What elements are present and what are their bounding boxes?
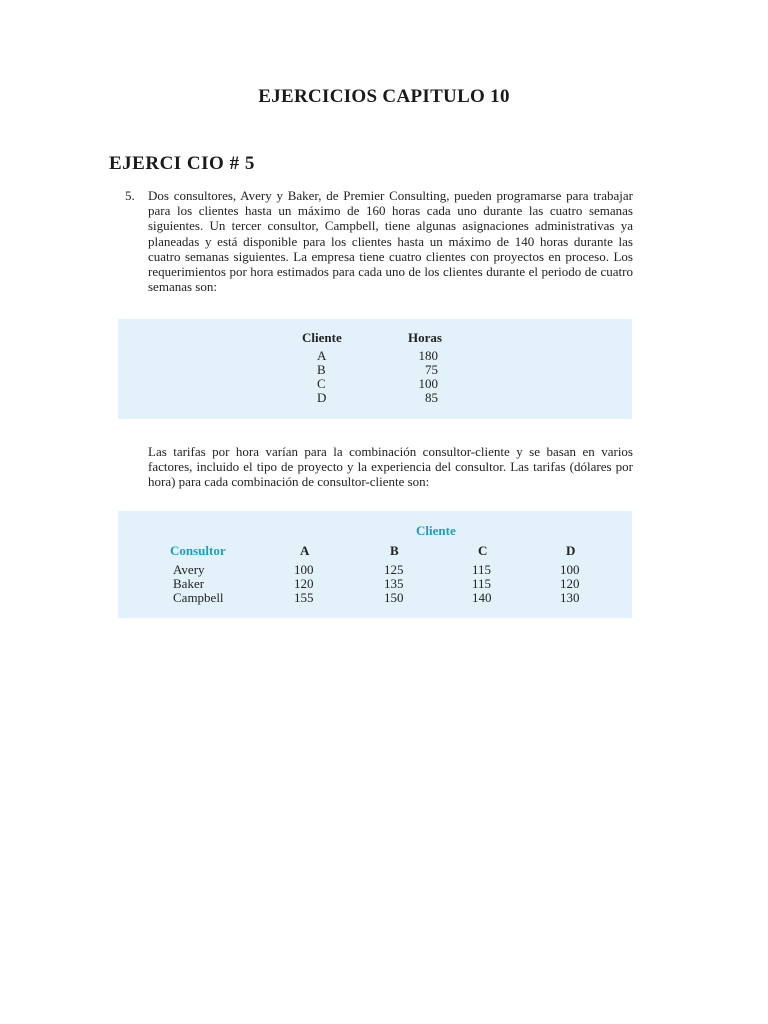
rate-cell: 130: [560, 590, 580, 605]
rate-cell: 100: [294, 562, 314, 577]
rates-group-header: Cliente: [416, 523, 456, 538]
section-heading: EJERCI CIO # 5: [109, 153, 255, 174]
hours-value-cell: 100: [418, 376, 438, 391]
rates-column-header: D: [566, 543, 576, 558]
hours-value-cell: 75: [425, 362, 438, 377]
rates-column-header: C: [478, 543, 488, 558]
problem-number: 5.: [125, 188, 135, 203]
consultor-name-cell: Baker: [173, 576, 205, 591]
rates-intro-paragraph: Las tarifas por hora varían para la combinación consultor-cliente y se basan en varios factores, incluido el tipo de proyecto y la experiencia del consultor. Las tarifas (dólares por hora) para cada combinación de consultor-cliente son:: [148, 444, 633, 490]
hours-client-cell: A: [317, 348, 327, 363]
hours-header-client: Cliente: [302, 330, 342, 345]
hours-value-cell: 85: [425, 390, 438, 405]
hours-header-hours: Horas: [408, 330, 442, 345]
rate-cell: 125: [384, 562, 404, 577]
hours-value-cell: 180: [418, 348, 438, 363]
rate-cell: 115: [472, 562, 492, 577]
hours-table-panel: [118, 319, 632, 419]
hours-client-cell: D: [317, 390, 327, 405]
rates-column-header: A: [300, 543, 310, 558]
rate-cell: 100: [560, 562, 580, 577]
hours-client-cell: C: [317, 376, 326, 391]
consultor-name-cell: Campbell: [173, 590, 224, 605]
rates-row-header: Consultor: [170, 543, 226, 558]
rate-cell: 155: [294, 590, 314, 605]
rates-table-panel: [118, 511, 632, 618]
problem-statement: [125, 188, 633, 294]
rate-cell: 140: [472, 590, 492, 605]
rate-cell: 150: [384, 590, 404, 605]
rate-cell: 115: [472, 576, 492, 591]
rates-column-header: B: [390, 543, 399, 558]
rate-cell: 120: [560, 576, 580, 591]
rate-cell: 135: [384, 576, 404, 591]
rate-cell: 120: [294, 576, 314, 591]
document-title: EJERCICIOS CAPITULO 10: [258, 86, 510, 107]
consultor-name-cell: Avery: [173, 562, 205, 577]
hours-client-cell: B: [317, 362, 326, 377]
problem-text: Dos consultores, Avery y Baker, de Premier Consulting, pueden programarse para trabajar para los clientes hasta un máximo de 160 horas cada uno durante las cuatro semanas siguientes. Un tercer consultor, Campbell, tiene algunas asignaciones administrativas ya planeadas y está disponible para los clientes hasta un máximo de 140 horas durante las cuatro semanas siguientes. La empresa tiene cuatro clientes con proyectos en proceso. Los requerimientos por hora estimados para cada uno de los clientes durante el periodo de cuatro semanas son:: [148, 188, 633, 295]
